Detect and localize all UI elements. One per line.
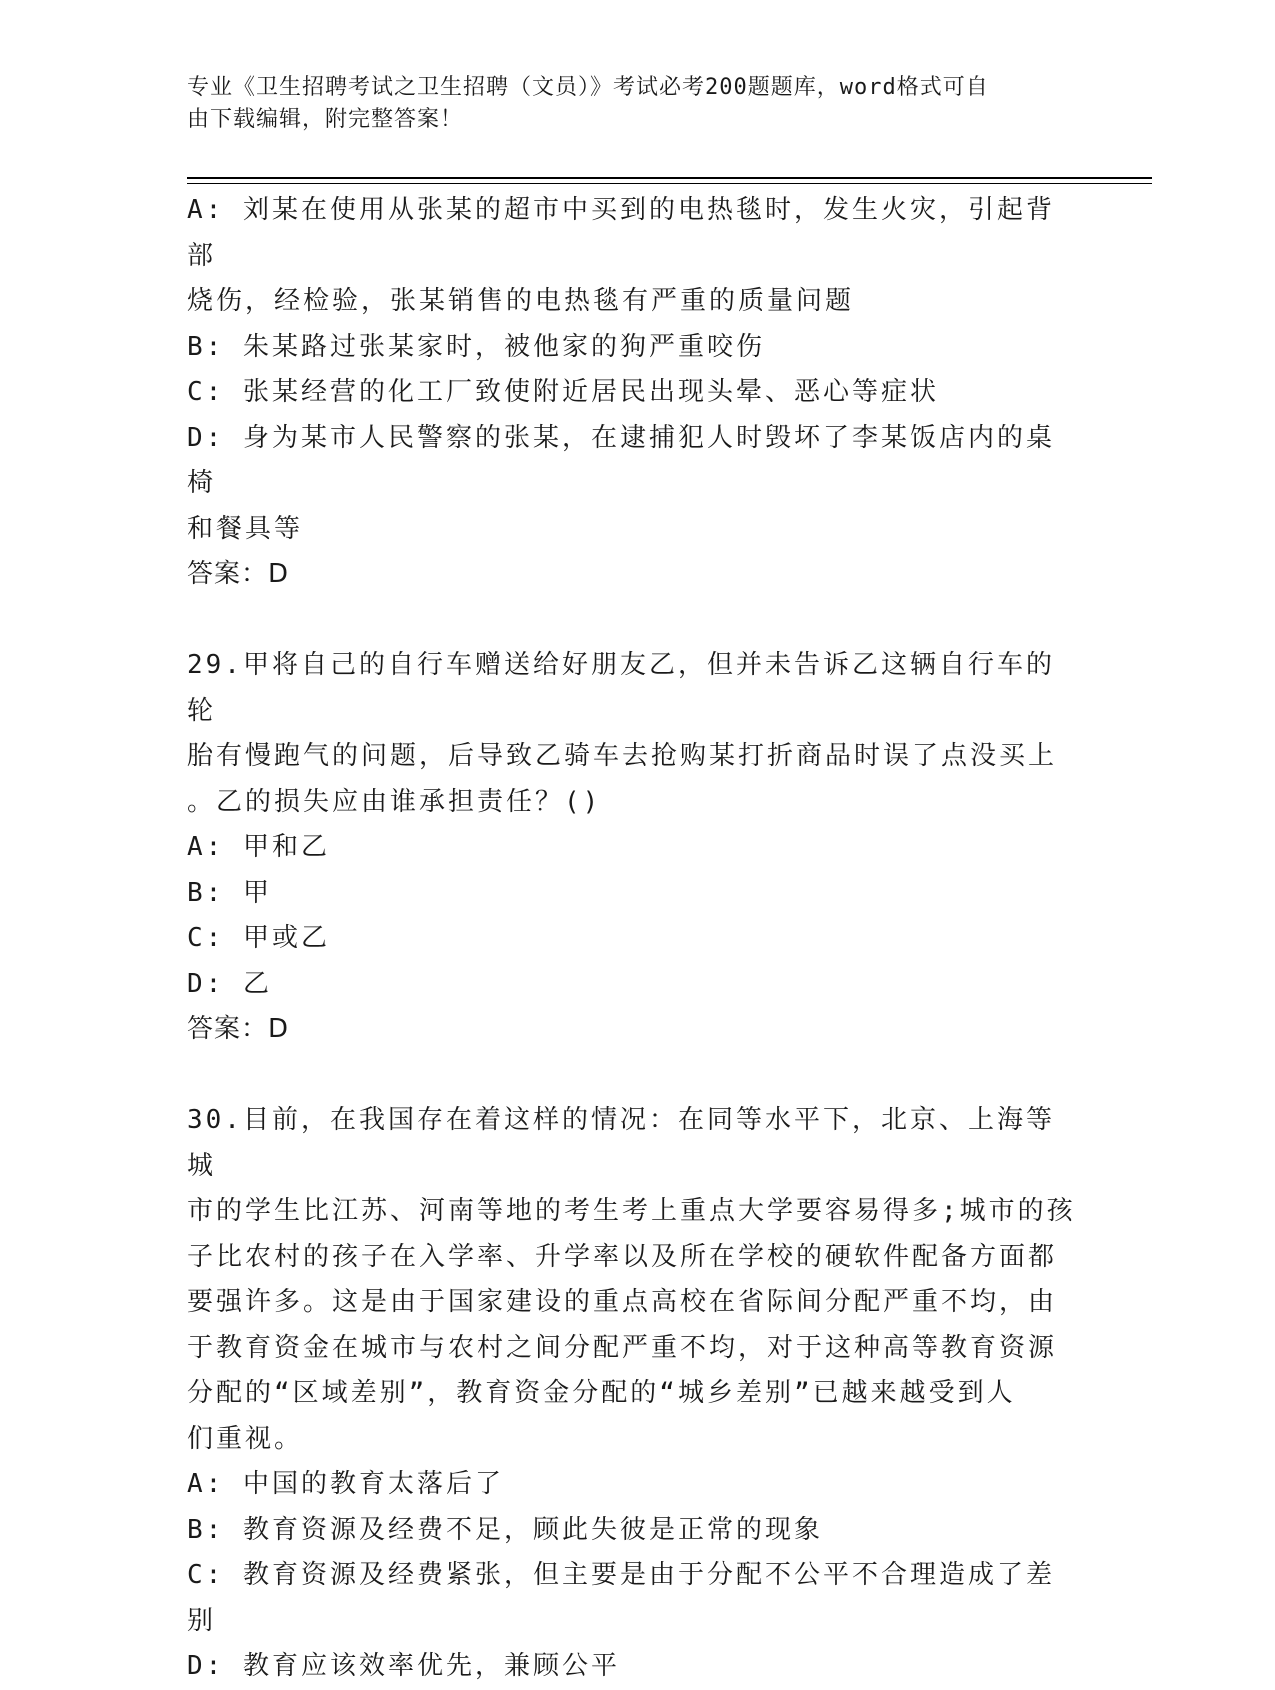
answer: 答案：D [187,559,290,589]
question-stem-line-7: 们重视。 [187,1423,304,1454]
option-a-line-2: 烧伤，经检验，张某销售的电热毯有严重的质量问题 [187,286,855,316]
question-stem-line-1: 29.甲将自己的自行车赠送给好朋友乙，但并未告诉乙这辆自行车的轮 [187,650,1055,726]
spacer [187,598,1077,644]
spacer [187,1053,1077,1099]
document-body [187,188,1077,1690]
question-28-options [187,188,1077,598]
option-c: C: 甲或乙 [187,923,330,953]
question-29 [187,643,1077,1053]
option-b: B: 朱某路过张某家时，被他家的狗严重咬伤 [187,331,765,362]
header-rule-thin [187,183,1152,184]
option-a-line-1: A: 刘某在使用从张某的超市中买到的电热毯时，发生火灾，引起背部 [187,195,1055,271]
question-stem-line-5: 于教育资金在城市与农村之间分配严重不均，对于这种高等教育资源 [187,1332,1058,1363]
option-a: A: 中国的教育太落后了 [187,1469,504,1499]
option-d-line-2: 和餐具等 [187,513,304,544]
header-rule-thick [187,177,1152,179]
option-b: B: 甲 [187,877,272,908]
question-stem-line-2: 市的学生比江苏、河南等地的考生考上重点大学要容易得多;城市的孩 [187,1196,1076,1226]
option-d: D: 乙 [187,968,272,999]
question-stem-line-4: 要强许多。这是由于国家建设的重点高校在省际间分配严重不均，由 [187,1287,1058,1317]
question-stem-line-3: 。乙的损失应由谁承担责任？() [187,786,602,817]
question-stem-line-3: 子比农村的孩子在入学率、升学率以及所在学校的硬软件配备方面都 [187,1241,1058,1272]
option-c: C: 教育资源及经费紧张，但主要是由于分配不公平不合理造成了差别 [187,1560,1055,1636]
answer: 答案：D [187,1014,290,1044]
question-stem-line-2: 胎有慢跑气的问题，后导致乙骑车去抢购某打折商品时误了点没买上 [187,741,1058,771]
question-30 [187,1098,1077,1690]
question-stem-line-6: 分配的“区域差别”，教育资金分配的“城乡差别”已越来越受到人 [187,1378,1016,1408]
option-a: A: 甲和乙 [187,832,330,862]
header-title-line-2: 由下载编辑，附完整答案！ [187,107,464,132]
option-c: C: 张某经营的化工厂致使附近居民出现头晕、恶心等症状 [187,377,939,407]
option-b: B: 教育资源及经费不足，顾此失彼是正常的现象 [187,1514,823,1545]
option-d: D: 教育应该效率优先，兼顾公平 [187,1651,620,1681]
option-d-line-1: D: 身为某市人民警察的张某，在逮捕犯人时毁坏了李某饭店内的桌椅 [187,422,1055,498]
question-stem-line-1: 30.目前，在我国存在着这样的情况：在同等水平下，北京、上海等城 [187,1105,1055,1181]
document-header [187,72,1067,136]
header-title-line-1: 专业《卫生招聘考试之卫生招聘（文员）》考试必考200题题库，word格式可自 [187,75,989,100]
